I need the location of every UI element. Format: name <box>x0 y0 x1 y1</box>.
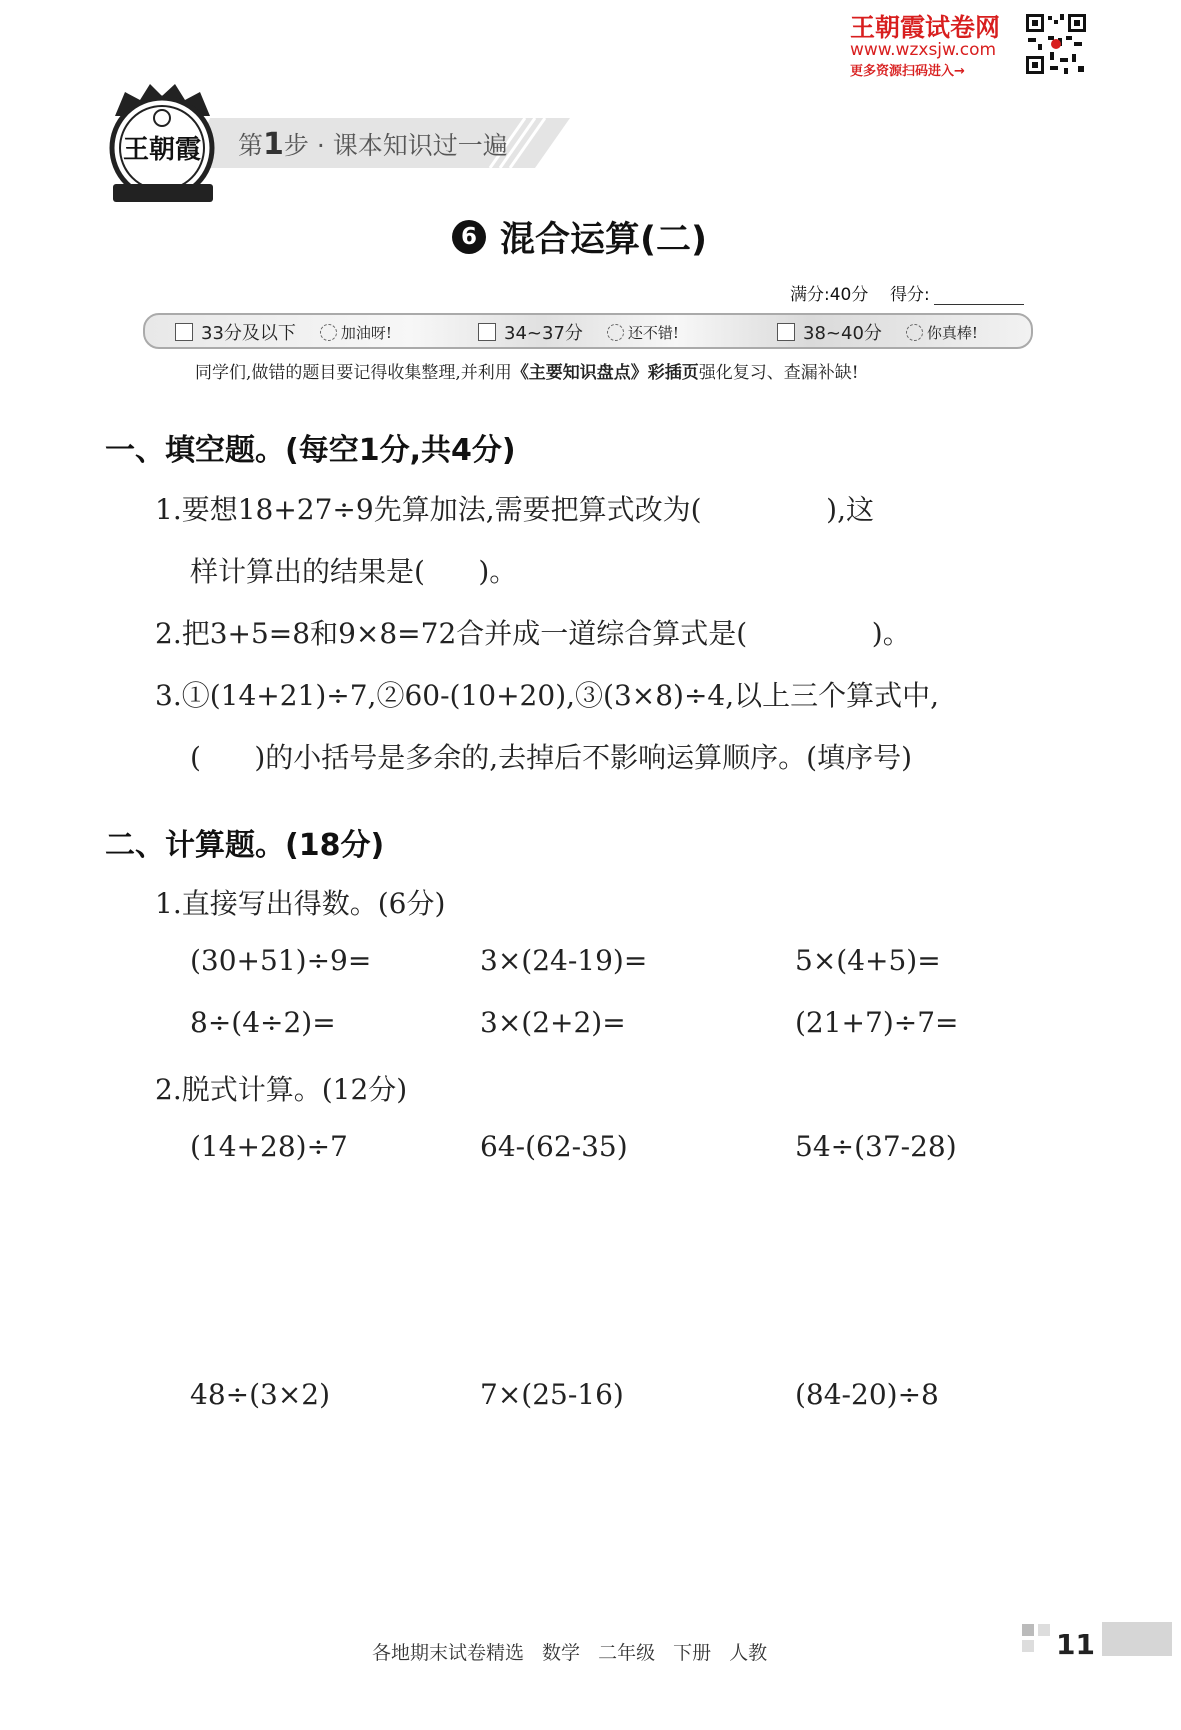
page-tab <box>1102 1622 1172 1656</box>
question-line: 1.要想18+27÷9先算加法,需要把算式改为( ),这 <box>155 493 874 526</box>
step-calc-item: 54÷(37-28) <box>795 1130 957 1163</box>
subquestion-title: 2.脱式计算。(12分) <box>155 1073 408 1106</box>
rating-range: 33分及以下 <box>201 323 296 344</box>
question-line: 样计算出的结果是( )。 <box>190 555 518 588</box>
checkbox[interactable] <box>478 323 496 341</box>
brand-logo-icon <box>105 78 220 206</box>
smile-face-icon <box>320 324 337 341</box>
page-decoration-icon <box>1022 1624 1052 1654</box>
oral-calc-item: 3×(24-19)= <box>480 944 648 977</box>
rating-range: 34~37分 <box>504 323 583 344</box>
question-line: ( )的小括号是多余的,去掉后不影响运算顺序。(填序号) <box>190 741 913 774</box>
rating-item <box>175 319 392 345</box>
brand-scan-text: 更多资源扫码进入→ <box>850 64 965 79</box>
brand-url[interactable]: www.wzxsjw.com <box>850 40 997 60</box>
checkbox[interactable] <box>175 323 193 341</box>
question-line: 2.把3+5=8和9×8=72合并成一道综合算式是( )。 <box>155 617 911 650</box>
lesson-title <box>452 212 707 262</box>
step-calc-item: 48÷(3×2) <box>190 1378 331 1411</box>
score-line <box>790 280 1024 305</box>
svg-text:王朝霞: 王朝霞 <box>122 135 202 165</box>
reminder-text: 同学们,做错的题目要记得收集整理,并利用《主要知识盘点》彩插页强化复习、查漏补缺! <box>195 363 859 383</box>
checkbox[interactable] <box>777 323 795 341</box>
subquestion-title: 1.直接写出得数。(6分) <box>155 887 446 920</box>
page-number: 11 <box>1056 1628 1095 1661</box>
section-2-title: 二、计算题。(18分) <box>105 828 385 863</box>
oral-calc-item: (21+7)÷7= <box>795 1006 959 1039</box>
rating-item <box>777 319 978 345</box>
oral-calc-item: 3×(2+2)= <box>480 1006 626 1039</box>
lesson-title-text: 混合运算(二) <box>500 220 707 260</box>
step-calc-item: 64-(62-35) <box>480 1130 628 1163</box>
section-1-title: 一、填空题。(每空1分,共4分) <box>105 433 516 468</box>
smile-face-icon <box>607 324 624 341</box>
full-score: 满分:40分 <box>790 285 869 305</box>
rating-message: 加油呀! <box>340 323 392 342</box>
rating-range: 38~40分 <box>803 323 882 344</box>
qr-code-icon <box>1024 12 1088 76</box>
oral-calc-item: 5×(4+5)= <box>795 944 941 977</box>
oral-calc-item: 8÷(4÷2)= <box>190 1006 336 1039</box>
rating-bar <box>143 313 1033 349</box>
step-label: 第1步 · 课本知识过一遍 <box>238 127 508 162</box>
rating-message: 还不错! <box>627 323 679 342</box>
rating-message: 你真棒! <box>926 323 978 342</box>
smile-face-icon <box>906 324 923 341</box>
lesson-number-badge: 6 <box>452 220 486 254</box>
oral-calc-item: (30+51)÷9= <box>190 944 372 977</box>
question-line: 3.①(14+21)÷7,②60-(10+20),③(3×8)÷4,以上三个算式中, <box>155 679 940 712</box>
score-blank[interactable] <box>934 288 1024 305</box>
score-label: 得分: <box>889 285 930 305</box>
step-calc-item: (14+28)÷7 <box>190 1130 348 1163</box>
footer-text: 各地期末试卷精选 数学 二年级 下册 人教 <box>372 1642 768 1664</box>
step-calc-item: (84-20)÷8 <box>795 1378 939 1411</box>
rating-item <box>478 319 679 345</box>
step-calc-item: 7×(25-16) <box>480 1378 624 1411</box>
brand-title: 王朝霞试卷网 <box>850 13 1001 42</box>
